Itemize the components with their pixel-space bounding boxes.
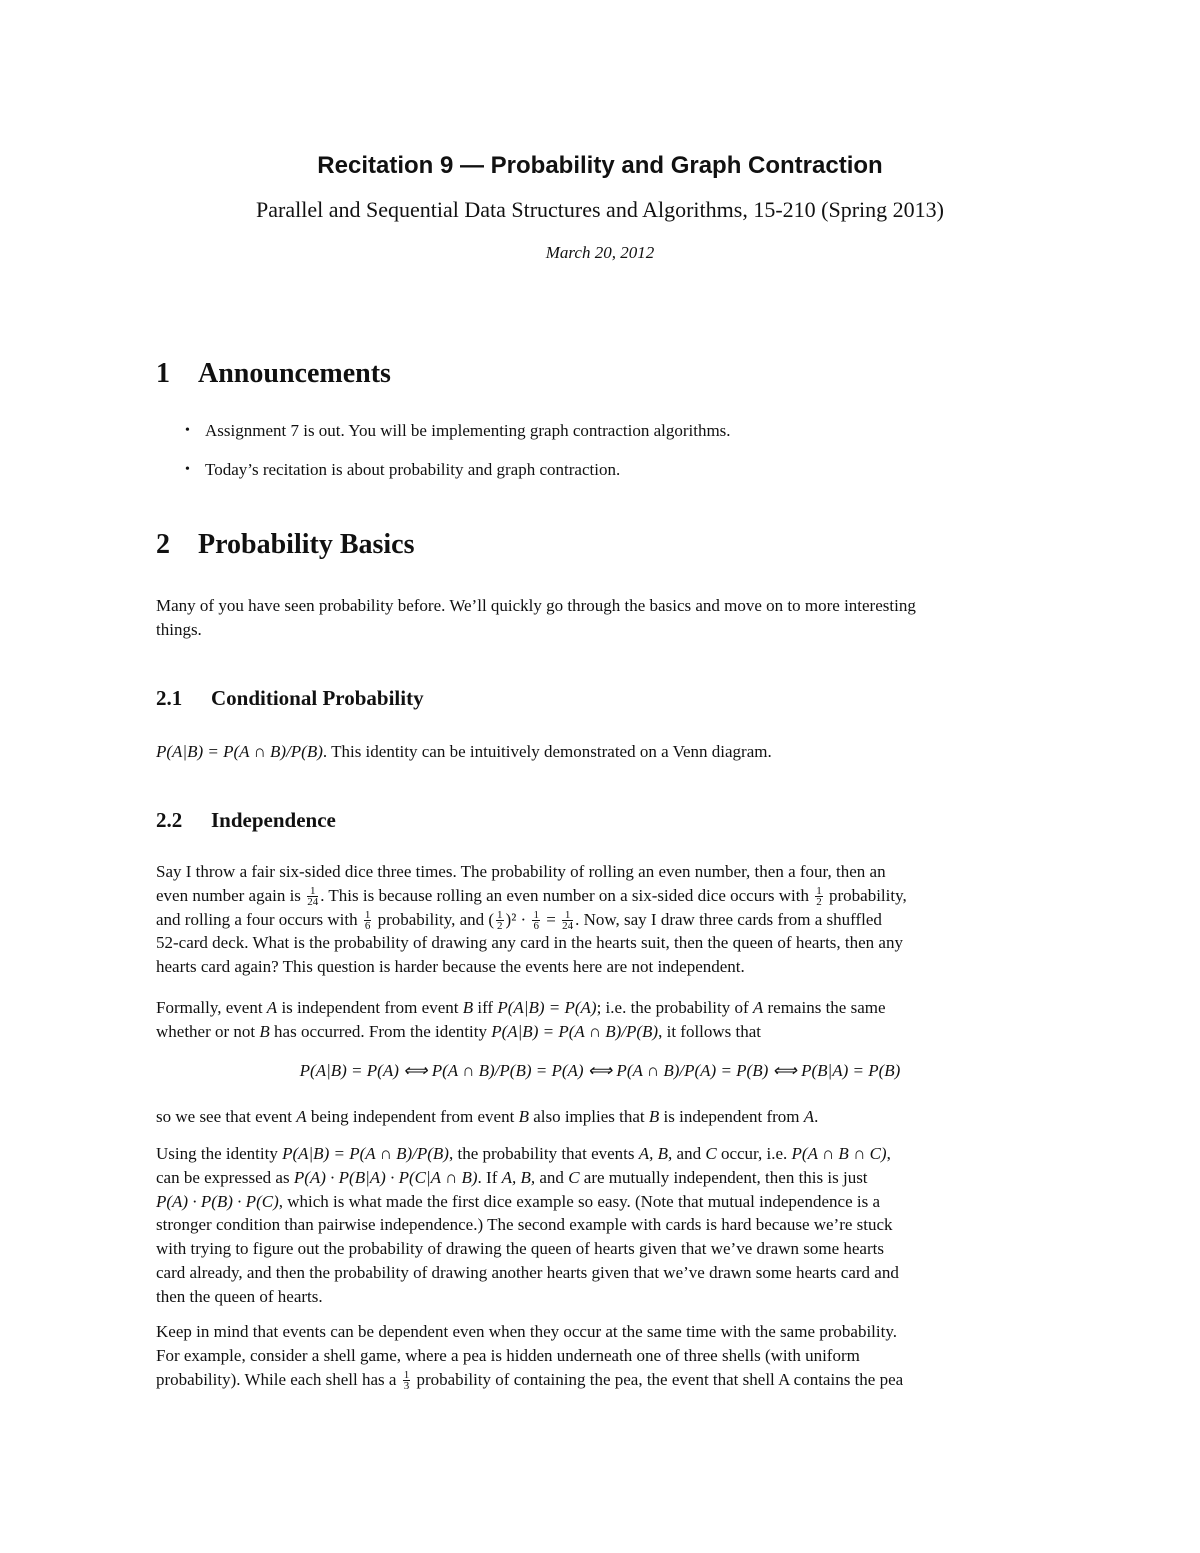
subsection-number: 2.1 — [156, 686, 183, 710]
section-heading-announcements — [156, 358, 391, 390]
text-line: and rolling a four occurs with $\frac{1}{6}$ probability, and ( $\frac{1}{2}$ )² · $\frac{1}{6}$ = $\frac{1}{24}$ . Now, say I draw three cards from a shuffled — [156, 909, 882, 933]
independence-paragraph-5 — [156, 1320, 1046, 1391]
list-item-text: Assignment 7 is out. You will be implementing graph contraction algorithms. — [205, 421, 731, 440]
document-subtitle: Parallel and Sequential Data Structures and Algorithms, 15-210 (Spring 2013) — [256, 197, 944, 222]
announcements-list — [185, 420, 1065, 498]
text-line: Formally, event A is independent from event B iff P(A|B) = P(A); i.e. the probability of A remains the same — [156, 998, 886, 1017]
section-heading-probability-basics — [156, 529, 415, 561]
section-number: 2 — [156, 529, 170, 560]
fraction: $\frac{1}{2}$ — [816, 885, 822, 909]
subsection-title: Independence — [211, 808, 336, 832]
text-line: whether or not B has occurred. From the identity P(A|B) = P(A ∩ B)/P(B), it follows that — [156, 1021, 762, 1041]
document-date: March 20, 2012 — [545, 243, 655, 262]
text-line: probability). While each shell has a $\frac{1}{3}$ probability of containing the pea, the event that shell A contains the pea — [156, 1369, 904, 1393]
bullet-icon: • — [185, 423, 190, 438]
list-item — [185, 420, 1065, 459]
text-line: For example, consider a shell game, where a pea is hidden underneath one of three shells (with uniform — [156, 1345, 860, 1365]
text-line: then the queen of hearts. — [156, 1286, 323, 1306]
text-line: stronger condition than pairwise independence.) The second example with cards is hard because we’re stuck — [156, 1215, 893, 1235]
independence-paragraph-1 — [156, 860, 1046, 979]
subsection-title: Conditional Probability — [211, 686, 424, 710]
list-item-text: Today’s recitation is about probability and graph contraction. — [205, 460, 621, 479]
section-title: Announcements — [198, 358, 391, 389]
fraction: $\frac{1}{6}$ — [533, 909, 539, 933]
text-line: hearts card again? This question is harder because the events here are not independent. — [156, 957, 745, 977]
document-title: Recitation 9 — Probability and Graph Contraction — [317, 152, 883, 179]
text-line: P(A) · P(B) · P(C), which is what made the first dice example so easy. (Note that mutual independence is a — [156, 1191, 880, 1211]
text: . This identity can be intuitively demonstrated on a Venn diagram. — [322, 742, 772, 761]
fraction: $\frac{1}{24}$ — [562, 909, 574, 933]
fraction: $\frac{1}{24}$ — [307, 885, 319, 909]
fraction: $\frac{1}{2}$ — [497, 909, 503, 933]
section-title: Probability Basics — [198, 529, 415, 560]
text-line: so we see that event A being independent from event B also implies that B is independent from A. — [156, 1107, 819, 1126]
text-line: card already, and then the probability of drawing another hearts given that we’ve drawn some hearts card and — [156, 1262, 899, 1282]
text-line: even number again is $\frac{1}{24}$ . This is because rolling an even number on a six-sided dice occurs with $\frac{1}{2}$ probability, — [156, 885, 907, 909]
subsection-heading-conditional-probability — [156, 686, 424, 711]
conditional-probability-paragraph — [156, 740, 1046, 764]
display-equation: P(A|B) = P(A) ⟺ P(A ∩ B)/P(B) = P(A) ⟺ P(A ∩ B)/P(A) = P(B) ⟺ P(B|A) = P(B) — [299, 1061, 901, 1080]
formula: P(A|B) = P(A ∩ B)/P(B) — [156, 742, 323, 761]
subsection-number: 2.2 — [156, 808, 183, 832]
text-line: Say I throw a fair six-sided dice three times. The probability of rolling an even number, then a four, then an — [156, 862, 886, 881]
bullet-icon: • — [185, 462, 190, 477]
text-line: Using the identity P(A|B) = P(A ∩ B)/P(B), the probability that events A, B, and C occur, i.e. P(A ∩ B ∩ C), — [156, 1144, 891, 1163]
text-line: things. — [156, 619, 202, 639]
independence-paragraph-2 — [156, 996, 1046, 1044]
text-line: Many of you have seen probability before. We’ll quickly go through the basics and move on to more interesting — [156, 596, 916, 615]
section-number: 1 — [156, 358, 170, 389]
subsection-heading-independence — [156, 808, 336, 833]
list-item — [185, 459, 1065, 498]
text-line: 52-card deck. What is the probability of drawing any card in the hearts suit, then the queen of hearts, then any — [156, 933, 903, 953]
fraction: $\frac{1}{3}$ — [403, 1369, 410, 1393]
fraction: $\frac{1}{6}$ — [364, 909, 371, 933]
text-line: Keep in mind that events can be dependent even when they occur at the same time with the same probability. — [156, 1322, 897, 1341]
intro-paragraph — [156, 594, 1046, 642]
text-line: with trying to figure out the probability of drawing the queen of hearts given that we’ve drawn some hearts — [156, 1239, 884, 1259]
independence-paragraph-3 — [156, 1105, 1046, 1129]
independence-paragraph-4 — [156, 1142, 1046, 1309]
text-line: can be expressed as P(A) · P(B|A) · P(C|A ∩ B). If A, B, and C are mutually independent, then this is just — [156, 1167, 868, 1187]
